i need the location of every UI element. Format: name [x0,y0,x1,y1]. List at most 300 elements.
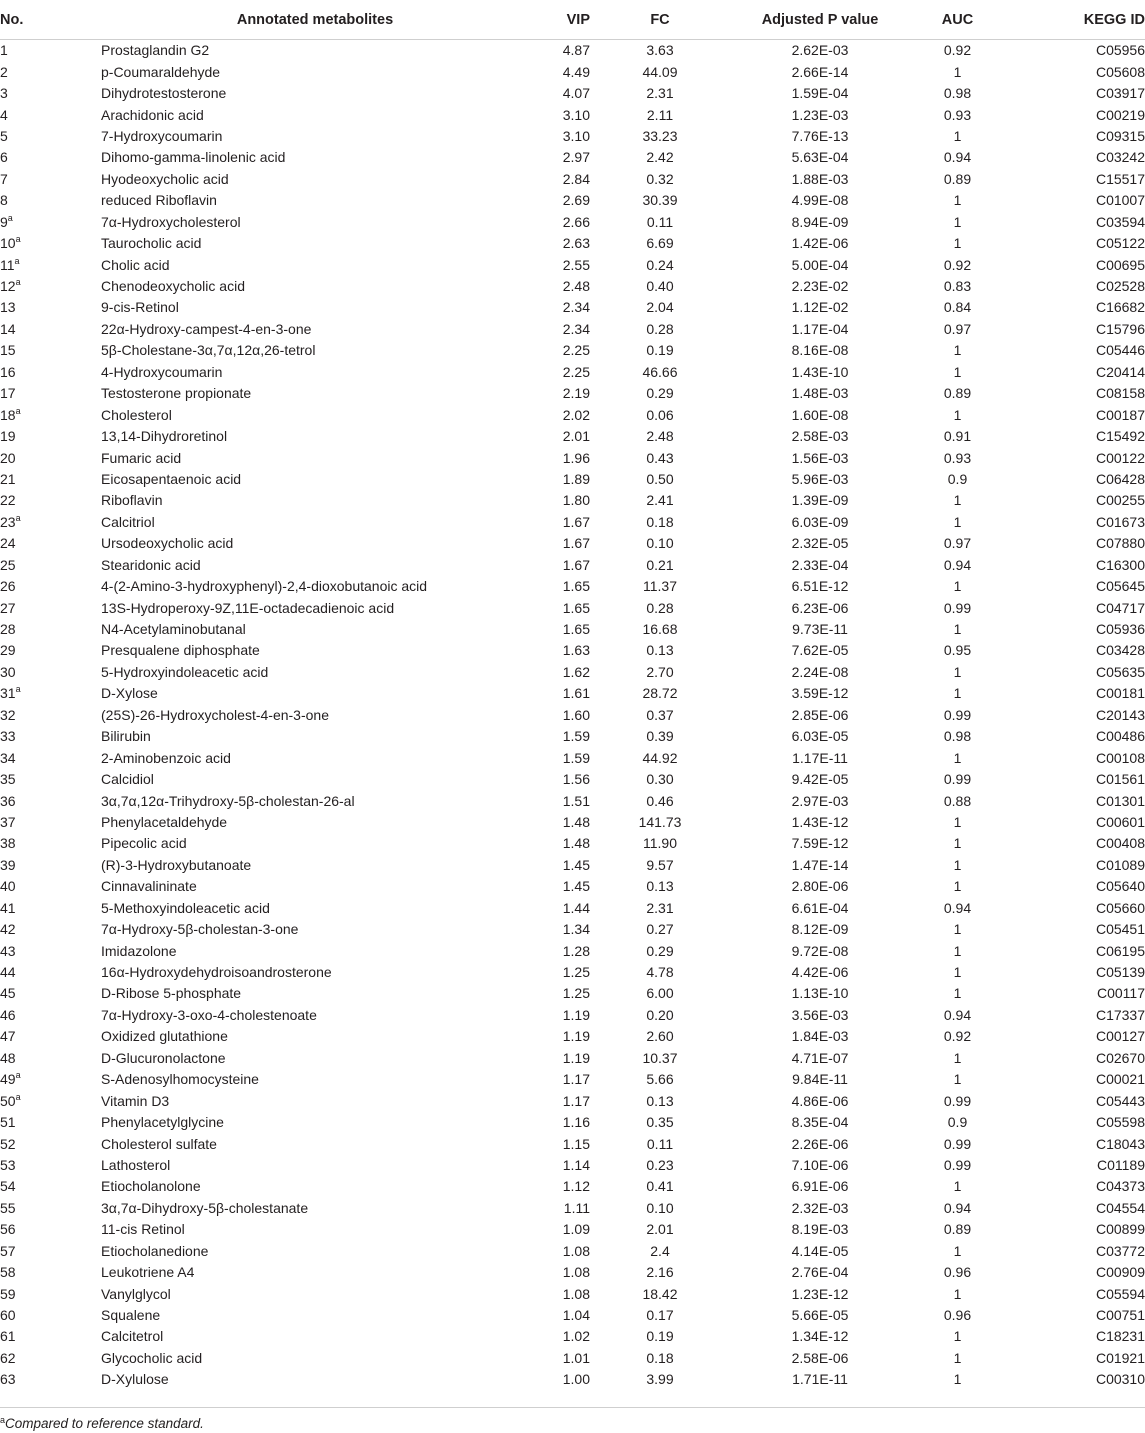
cell-vip [530,1069,590,1090]
cell-fc-text: 46.66 [642,363,678,380]
cell-no [0,1369,100,1390]
cell-vip-text: 1.48 [562,835,590,852]
cell-no-text: 1 [0,42,8,59]
cell-adjusted-p [730,1005,910,1026]
cell-vip [530,1219,590,1240]
cell-no [0,705,100,726]
cell-vip-text: 1.11 [563,1199,590,1216]
cell-auc-text: 0.92 [943,1028,972,1045]
table-row [0,126,1145,147]
cell-metabolite [100,640,530,661]
cell-vip-text: 2.97 [562,149,590,166]
cell-vip-text: 1.25 [562,985,590,1002]
table-row [0,962,1145,983]
cell-metabolite [100,769,530,790]
cell-auc-text: 0.84 [943,299,972,316]
cell-adjusted-p [730,597,910,618]
cell-vip [530,1026,590,1047]
cell-fc-text: 0.39 [646,728,674,745]
cell-metabolite [100,705,530,726]
cell-kegg-id [1005,1241,1145,1262]
cell-kegg-id [1005,555,1145,576]
cell-vip-text: 1.12 [562,1178,590,1195]
table-row [0,597,1145,618]
cell-kegg-id-text: C05635 [1095,663,1145,680]
cell-no-text: 33 [0,728,16,745]
cell-auc [910,340,1005,361]
cell-auc [910,640,1005,661]
cell-auc-text: 1 [953,749,962,766]
cell-no-text: 63 [0,1371,16,1388]
table-row [0,1241,1145,1262]
cell-fc [590,597,730,618]
header-fc: FC [590,0,730,40]
cell-metabolite [100,1112,530,1133]
cell-kegg-id [1005,1026,1145,1047]
cell-fc [590,1369,730,1390]
cell-kegg-id-text: C00255 [1095,492,1145,509]
cell-auc [910,169,1005,190]
cell-metabolite-text: Calcitriol [101,513,155,530]
cell-metabolite-text: Fumaric acid [101,449,182,466]
cell-fc-text: 16.68 [642,621,678,638]
cell-fc [590,769,730,790]
cell-no [0,962,100,983]
cell-adjusted-p [730,983,910,1004]
cell-metabolite-text: N4-Acetylaminobutanal [101,621,246,638]
cell-auc-text: 1 [953,964,962,981]
cell-auc [910,1005,1005,1026]
cell-fc-text: 6.69 [646,235,674,252]
cell-kegg-id [1005,1219,1145,1240]
cell-vip-text: 1.02 [562,1328,590,1345]
cell-vip [530,833,590,854]
cell-auc [910,619,1005,640]
cell-auc [910,1241,1005,1262]
footnote-text: Compared to reference standard. [5,1416,204,1431]
cell-kegg-id [1005,126,1145,147]
cell-adjusted-p [730,83,910,104]
cell-adjusted-p-text: 2.26E-06 [791,1135,849,1152]
cell-fc-text: 2.04 [646,299,674,316]
cell-no-text: 45 [0,985,16,1002]
cell-auc [910,233,1005,254]
cell-vip [530,812,590,833]
cell-no [0,769,100,790]
cell-vip [530,61,590,82]
cell-kegg-id-text: C06195 [1095,942,1145,959]
cell-auc-text: 1 [953,1242,962,1259]
cell-fc-text: 0.20 [646,1006,674,1023]
cell-fc [590,426,730,447]
cell-fc [590,190,730,211]
cell-fc-text: 2.60 [646,1028,674,1045]
cell-no [0,340,100,361]
table-row [0,705,1145,726]
cell-metabolite [100,469,530,490]
cell-no [0,447,100,468]
cell-kegg-id-text: C02528 [1095,278,1145,295]
cell-vip [530,1369,590,1390]
cell-metabolite-text: Glycocholic acid [101,1349,203,1366]
cell-adjusted-p [730,683,910,704]
cell-fc-text: 0.13 [646,642,674,659]
table-row [0,1155,1145,1176]
cell-auc-text: 1 [953,1049,962,1066]
cell-fc [590,469,730,490]
cell-auc-text: 0.99 [943,1156,972,1173]
table-row [0,383,1145,404]
cell-fc-text: 18.42 [642,1285,678,1302]
cell-metabolite-text: 5-Methoxyindoleacetic acid [101,899,270,916]
cell-kegg-id-text: C00117 [1096,985,1145,1002]
cell-kegg-id-text: C03428 [1095,642,1145,659]
cell-auc [910,254,1005,275]
cell-fc-text: 0.13 [646,1092,674,1109]
cell-auc [910,426,1005,447]
cell-vip [530,1176,590,1197]
cell-kegg-id-text: C00108 [1095,749,1145,766]
cell-vip [530,662,590,683]
cell-no [0,1069,100,1090]
cell-kegg-id [1005,790,1145,811]
cell-fc-text: 28.72 [642,685,678,702]
cell-kegg-id [1005,254,1145,275]
cell-fc-text: 0.27 [646,921,674,938]
cell-metabolite-text: 3α,7α-Dihydroxy-5β-cholestanate [101,1199,309,1216]
cell-kegg-id-text: C20143 [1095,706,1145,723]
cell-metabolite [100,1262,530,1283]
cell-auc-text: 1 [953,363,962,380]
cell-adjusted-p [730,919,910,940]
cell-metabolite-text: 7α-Hydroxy-5β-cholestan-3-one [101,921,299,938]
cell-fc-text: 0.23 [646,1156,674,1173]
cell-kegg-id-text: C00695 [1095,256,1145,273]
cell-adjusted-p [730,61,910,82]
cell-kegg-id [1005,833,1145,854]
cell-no [0,662,100,683]
cell-kegg-id-text: C00909 [1095,1264,1145,1281]
cell-kegg-id [1005,705,1145,726]
cell-adjusted-p-text: 8.35E-04 [791,1114,849,1131]
header-kegg-id: KEGG ID [1005,0,1145,40]
cell-adjusted-p-text: 6.03E-05 [791,728,849,745]
cell-no-text: 13 [0,299,16,316]
cell-adjusted-p [730,555,910,576]
cell-adjusted-p-text: 2.80E-06 [791,878,849,895]
table-row [0,169,1145,190]
cell-metabolite [100,447,530,468]
cell-fc-text: 0.18 [646,1349,674,1366]
cell-vip-text: 1.15 [562,1135,590,1152]
cell-metabolite-text: Testosterone propionate [101,385,252,402]
table-row [0,362,1145,383]
cell-fc [590,1262,730,1283]
cell-vip [530,555,590,576]
cell-vip-text: 1.19 [562,1028,590,1045]
cell-adjusted-p-text: 3.56E-03 [791,1006,849,1023]
cell-adjusted-p-text: 1.34E-12 [791,1328,849,1345]
cell-adjusted-p [730,940,910,961]
cell-adjusted-p-text: 2.23E-02 [791,278,849,295]
cell-adjusted-p [730,1348,910,1369]
cell-fc [590,1112,730,1133]
cell-metabolite [100,362,530,383]
cell-fc-text: 3.99 [646,1371,674,1388]
cell-metabolite [100,1026,530,1047]
cell-adjusted-p-text: 1.88E-03 [791,170,849,187]
table-row [0,726,1145,747]
cell-adjusted-p [730,1241,910,1262]
cell-metabolite-text: 7α-Hydroxy-3-oxo-4-cholestenoate [101,1006,317,1023]
cell-adjusted-p [730,104,910,125]
cell-auc-text: 1 [953,127,962,144]
cell-metabolite [100,876,530,897]
cell-metabolite-text: p-Coumaraldehyde [101,63,221,80]
cell-metabolite [100,1348,530,1369]
cell-fc [590,855,730,876]
table-row [0,1112,1145,1133]
cell-metabolite [100,1176,530,1197]
cell-adjusted-p-text: 1.13E-10 [791,985,849,1002]
cell-kegg-id-text: C01007 [1095,192,1145,209]
cell-kegg-id-text: C05139 [1095,964,1145,981]
cell-kegg-id-text: C08158 [1095,385,1145,402]
cell-fc-text: 0.40 [646,278,674,295]
cell-vip [530,940,590,961]
reference-standard-mark: a [15,277,21,288]
cell-fc [590,790,730,811]
cell-fc-text: 0.10 [646,1199,674,1216]
cell-auc [910,1176,1005,1197]
table-row [0,104,1145,125]
cell-fc-text: 6.00 [646,985,674,1002]
table-row [0,940,1145,961]
cell-no-text: 10 [0,235,16,252]
cell-vip-text: 1.48 [562,813,590,830]
cell-kegg-id [1005,747,1145,768]
cell-adjusted-p [730,469,910,490]
cell-adjusted-p-text: 2.85E-06 [791,706,849,723]
table-row [0,40,1145,62]
cell-kegg-id-text: C18231 [1095,1328,1145,1345]
cell-metabolite [100,276,530,297]
cell-adjusted-p [730,340,910,361]
cell-metabolite-text: Calcitetrol [101,1328,164,1345]
cell-adjusted-p-text: 1.71E-11 [792,1371,848,1388]
cell-fc [590,254,730,275]
cell-kegg-id [1005,1155,1145,1176]
cell-fc-text: 2.31 [646,899,674,916]
cell-metabolite-text: Cholic acid [101,256,170,273]
cell-auc-text: 1 [953,685,962,702]
cell-kegg-id [1005,404,1145,425]
table-row [0,83,1145,104]
cell-vip [530,747,590,768]
cell-metabolite-text: (25S)-26-Hydroxycholest-4-en-3-one [101,706,329,723]
cell-no [0,1090,100,1111]
cell-fc [590,147,730,168]
cell-vip-text: 2.55 [562,256,590,273]
cell-fc [590,1048,730,1069]
cell-vip-text: 1.65 [562,599,590,616]
cell-kegg-id [1005,1112,1145,1133]
cell-fc-text: 5.66 [646,1071,674,1088]
cell-no [0,147,100,168]
cell-no-text: 44 [0,964,16,981]
cell-auc-text: 0.93 [943,449,972,466]
cell-auc-text: 0.94 [943,149,972,166]
cell-metabolite [100,490,530,511]
cell-vip [530,790,590,811]
cell-adjusted-p [730,1155,910,1176]
cell-auc [910,1348,1005,1369]
cell-kegg-id-text: C01673 [1095,513,1145,530]
cell-vip [530,383,590,404]
cell-auc [910,40,1005,62]
cell-fc [590,640,730,661]
cell-vip [530,1048,590,1069]
cell-auc-text: 0.9 [947,1114,968,1131]
cell-auc-text: 0.99 [943,1092,972,1109]
cell-kegg-id [1005,1005,1145,1026]
cell-no-text: 58 [0,1264,16,1281]
cell-vip [530,533,590,554]
cell-no [0,1241,100,1262]
cell-fc-text: 10.37 [642,1049,678,1066]
cell-vip-text: 2.25 [562,363,590,380]
cell-vip [530,276,590,297]
header-metabolites: Annotated metabolites [100,0,530,40]
cell-kegg-id [1005,276,1145,297]
table-bottom-rule [0,1407,1145,1408]
table-row [0,254,1145,275]
cell-vip [530,1005,590,1026]
cell-kegg-id [1005,447,1145,468]
cell-auc [910,1090,1005,1111]
cell-vip [530,469,590,490]
footnote-mark: a [0,1415,6,1425]
cell-auc [910,276,1005,297]
cell-no-text: 43 [0,942,16,959]
cell-vip [530,1112,590,1133]
cell-auc-text: 1 [953,942,962,959]
cell-adjusted-p-text: 1.47E-14 [791,856,849,873]
cell-kegg-id-text: C16682 [1095,299,1145,316]
cell-no [0,169,100,190]
cell-adjusted-p-text: 1.17E-11 [792,749,848,766]
cell-no [0,940,100,961]
cell-no [0,1155,100,1176]
cell-adjusted-p-text: 2.66E-14 [791,63,849,80]
cell-adjusted-p-text: 9.42E-05 [791,771,849,788]
cell-adjusted-p [730,790,910,811]
cell-vip-text: 1.04 [562,1307,590,1324]
cell-fc-text: 44.92 [642,749,678,766]
cell-no-text: 22 [0,492,16,509]
table-row [0,1198,1145,1219]
cell-no [0,319,100,340]
cell-adjusted-p-text: 6.61E-04 [791,899,849,916]
cell-metabolite-text: Taurocholic acid [101,235,202,252]
cell-fc-text: 0.06 [646,406,674,423]
cell-adjusted-p [730,1069,910,1090]
cell-fc-text: 0.19 [646,1328,674,1345]
cell-auc [910,683,1005,704]
cell-auc [910,1133,1005,1154]
cell-auc-text: 0.96 [943,1264,972,1281]
cell-kegg-id [1005,190,1145,211]
cell-metabolite-text: D-Xylose [101,685,158,702]
cell-no-text: 8 [0,192,8,209]
cell-fc [590,1133,730,1154]
cell-kegg-id [1005,876,1145,897]
cell-vip-text: 1.56 [562,771,590,788]
cell-auc-text: 1 [953,856,962,873]
cell-adjusted-p [730,212,910,233]
cell-metabolite [100,1283,530,1304]
reference-standard-mark: a [15,405,21,416]
cell-fc-text: 0.30 [646,771,674,788]
cell-auc-text: 0.98 [943,728,972,745]
cell-fc [590,533,730,554]
cell-auc-text: 1 [953,1285,962,1302]
cell-vip [530,147,590,168]
cell-vip-text: 2.34 [562,299,590,316]
cell-metabolite-text: S-Adenosylhomocysteine [101,1071,259,1088]
cell-no-text: 3 [0,85,8,102]
cell-vip-text: 1.34 [562,921,590,938]
table-row [0,555,1145,576]
cell-auc [910,940,1005,961]
cell-metabolite [100,919,530,940]
cell-fc [590,619,730,640]
cell-kegg-id-text: C05645 [1095,578,1145,595]
cell-fc [590,383,730,404]
cell-no [0,233,100,254]
cell-auc [910,705,1005,726]
cell-metabolite [100,126,530,147]
cell-metabolite-text: 22α-Hydroxy-campest-4-en-3-one [101,320,312,337]
cell-adjusted-p [730,1283,910,1304]
cell-adjusted-p-text: 2.58E-06 [791,1349,849,1366]
cell-adjusted-p-text: 5.66E-05 [791,1307,849,1324]
cell-adjusted-p [730,1262,910,1283]
cell-no [0,790,100,811]
table-body [0,40,1145,1391]
cell-adjusted-p-text: 4.99E-08 [791,192,849,209]
cell-auc-text: 0.89 [943,1221,972,1238]
cell-adjusted-p [730,297,910,318]
cell-metabolite-text: 4-Hydroxycoumarin [101,363,223,380]
cell-vip-text: 1.01 [562,1349,590,1366]
cell-auc-text: 1 [953,835,962,852]
cell-vip-text: 1.62 [562,663,590,680]
cell-fc [590,1090,730,1111]
cell-no [0,469,100,490]
cell-metabolite [100,726,530,747]
cell-adjusted-p [730,169,910,190]
cell-adjusted-p-text: 1.60E-08 [791,406,849,423]
cell-auc-text: 1 [953,1178,962,1195]
cell-no-text: 9 [0,213,8,230]
cell-fc [590,940,730,961]
cell-vip-text: 1.59 [562,728,590,745]
cell-auc-text: 0.91 [943,428,972,445]
cell-no [0,254,100,275]
cell-metabolite [100,855,530,876]
cell-metabolite [100,790,530,811]
